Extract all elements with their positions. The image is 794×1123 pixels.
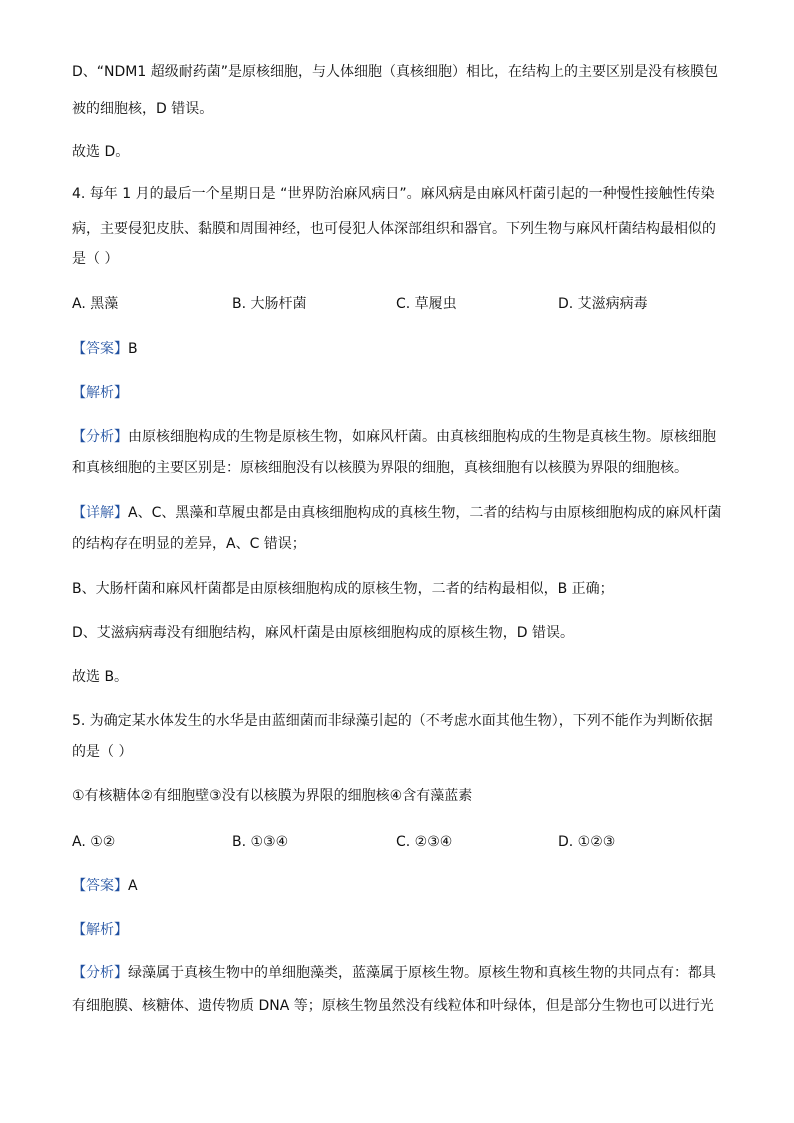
answer-line bbox=[72, 876, 138, 896]
answer-tag: 【答案】 bbox=[72, 341, 128, 357]
xiangjie-line: 的结构存在明显的差异，A、C 错误； bbox=[72, 536, 306, 552]
option-a: A. 黑藻 bbox=[72, 296, 119, 312]
fenxi-line: 有细胞膜、核糖体、遗传物质 DNA 等；原核生物虽然没有线粒体和叶绿体，但是部分生物也可以进行光 bbox=[72, 998, 714, 1014]
fenxi-text: 绿藻属于真核生物中的单细胞藻类，蓝藻属于原核生物。原核生物和真核生物的共同点有：都具 bbox=[128, 965, 716, 981]
question-4-line: 是（ ） bbox=[72, 251, 119, 267]
text-line: D、“NDM1 超级耐药菌”是原核细胞，与人体细胞（真核细胞）相比，在结构上的主要区别是没有核膜包 bbox=[72, 64, 718, 80]
question-5-line: 5. 为确定某水体发生的水华是由蓝细菌而非绿藻引起的（不考虑水面其他生物），下列不能作为判断依据 bbox=[72, 713, 713, 729]
xiangjie-tag: 【详解】 bbox=[72, 505, 128, 521]
xiangjie-line bbox=[72, 503, 721, 523]
fenxi-text: 由原核细胞构成的生物是原核生物，如麻风杆菌。由真核细胞构成的生物是真核生物。原核细胞 bbox=[128, 429, 716, 445]
text-line: B、大肠杆菌和麻风杆菌都是由原核细胞构成的原核生物，二者的结构最相似，B 正确； bbox=[72, 581, 614, 597]
option-a: A. ①② bbox=[72, 834, 116, 850]
fenxi-line: 和真核细胞的主要区别是：原核细胞没有以核膜为界限的细胞，真核细胞有以核膜为界限的细胞核。 bbox=[72, 460, 688, 476]
answer-value: B bbox=[128, 341, 138, 357]
fenxi-tag: 【分析】 bbox=[72, 965, 128, 981]
answer-tag: 【答案】 bbox=[72, 878, 128, 894]
text-line: D、艾滋病病毒没有细胞结构，麻风杆菌是由原核细胞构成的原核生物，D 错误。 bbox=[72, 625, 575, 641]
analysis-tag: 【解析】 bbox=[72, 385, 128, 401]
answer-line bbox=[72, 339, 138, 359]
fenxi-line bbox=[72, 427, 716, 447]
analysis-tag: 【解析】 bbox=[72, 922, 128, 938]
answer-value: A bbox=[128, 878, 138, 894]
text-line: 故选 D。 bbox=[72, 144, 130, 160]
question-4-line: 4. 每年 1 月的最后一个星期日是 “世界防治麻风病日”。麻风病是由麻风杆菌引起的一种慢性接触性传染 bbox=[72, 186, 715, 202]
question-5-line: 的是（ ） bbox=[72, 744, 133, 760]
analysis-heading bbox=[72, 383, 128, 403]
option-d: D. ①②③ bbox=[558, 834, 616, 850]
fenxi-line bbox=[72, 963, 716, 983]
xiangjie-text: A、C、黑藻和草履虫都是由真核细胞构成的真核生物，二者的结构与由原核细胞构成的麻风杆菌 bbox=[128, 505, 722, 521]
text-line: 故选 B。 bbox=[72, 669, 129, 685]
question-5-items: ①有核糖体②有细胞壁③没有以核膜为界限的细胞核④含有藻蓝素 bbox=[72, 788, 473, 804]
option-c: C. 草履虫 bbox=[396, 296, 457, 312]
option-b: B. ①③④ bbox=[232, 834, 289, 850]
document-page bbox=[72, 0, 722, 1123]
option-b: B. 大肠杆菌 bbox=[232, 296, 307, 312]
analysis-heading bbox=[72, 920, 128, 940]
option-c: C. ②③④ bbox=[396, 834, 453, 850]
question-4-line: 病，主要侵犯皮肤、黏膜和周围神经，也可侵犯人体深部组织和器官。下列生物与麻风杆菌结构最相似的 bbox=[72, 221, 716, 237]
fenxi-tag: 【分析】 bbox=[72, 429, 128, 445]
option-d: D. 艾滋病病毒 bbox=[558, 296, 648, 312]
text-line: 被的细胞核，D 错误。 bbox=[72, 101, 214, 117]
